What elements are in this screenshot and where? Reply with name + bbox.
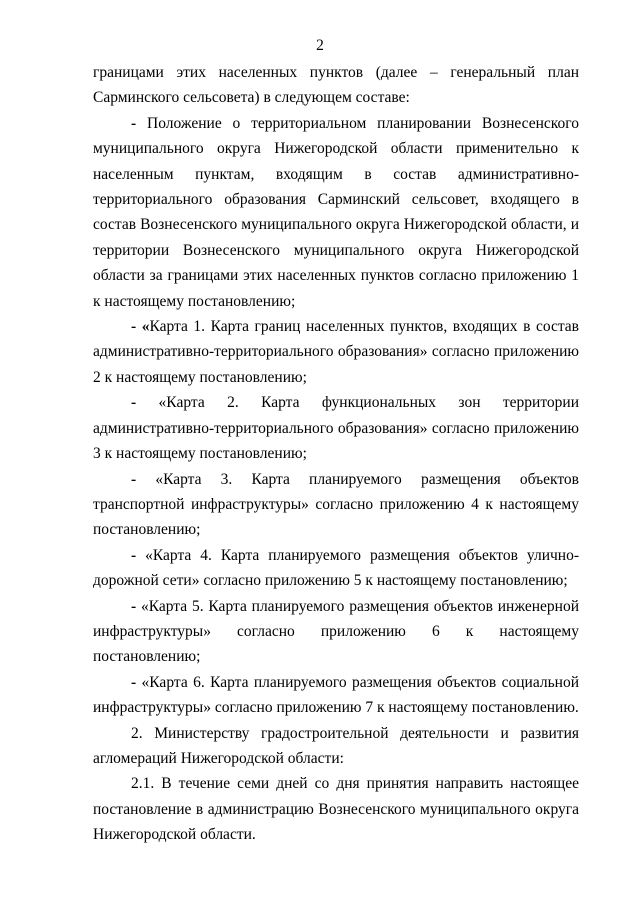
document-body [93, 60, 579, 848]
list-dash: - [131, 394, 137, 412]
page-number: 2 [316, 37, 324, 54]
paragraph-text: 2.1. В течение семи дней со дня принятия направить настоящее постановление в администрацию Вознесенского муниципального округа Нижегородской области. [93, 775, 579, 844]
list-item-map-6 [93, 670, 579, 721]
paragraph-text: Положение о территориальном планировании Вознесенского муниципального округа Нижегородской области применительно к населенным пунктам, входящим в состав административно-территориального образования Сарминский сельсовет, входящего в состав Вознесенского муниципального округа Нижегородской области, и территории Вознесенского муниципального округа Нижегородской области за границами этих населенных пунктов согласно приложению 1 к настоящему постановлению; [93, 114, 579, 310]
clause-2-1 [93, 771, 579, 847]
list-item-map-5 [93, 594, 579, 670]
list-item-map-4 [93, 543, 579, 594]
list-dash: - [131, 673, 137, 691]
list-dash: - [131, 546, 137, 564]
list-item-map-2 [93, 390, 579, 466]
list-dash: - [131, 470, 137, 488]
paragraph-text: «Карта 5. Карта планируемого размещения объектов инженерной инфраструктуры» согласно приложению 6 к настоящему постановлению; [93, 597, 579, 666]
paragraph-text: «Карта 6. Карта планируемого размещения объектов социальной инфраструктуры» согласно приложению 7 к настоящему постановлению. [93, 673, 579, 717]
paragraph-text: «Карта 4. Карта планируемого размещения объектов улично-дорожной сети» согласно приложению 5 к настоящему постановлению; [93, 546, 579, 590]
paragraph-text: Карта 1. Карта границ населенных пунктов, входящих в состав административно-территориального образования» согласно приложению 2 к настоящему постановлению; [93, 318, 579, 386]
list-item-map-3 [93, 467, 579, 543]
paragraph-continuation [93, 60, 579, 111]
paragraph-text: 2. Министерству градостроительной деятельности и развития агломераций Нижегородской области: [93, 724, 579, 767]
paragraph-text: «Карта 2. Карта функциональных зон территории административно-территориального образования» согласно приложению 3 к настоящему постановлению; [93, 394, 579, 463]
paragraph-text: «Карта 3. Карта планируемого размещения объектов транспортной инфраструктуры» согласно приложению 4 к настоящему постановлению; [93, 470, 579, 539]
list-item-map-1 [93, 314, 579, 390]
list-dash: - [131, 597, 137, 615]
paragraph-text: границами этих населенных пунктов (далее – генеральный план Сарминского сельсовета) в следующем составе: [93, 64, 579, 107]
clause-2 [93, 721, 579, 772]
list-item-regulation [93, 111, 579, 314]
list-dash: - « [131, 318, 150, 336]
list-dash: - [131, 114, 137, 132]
